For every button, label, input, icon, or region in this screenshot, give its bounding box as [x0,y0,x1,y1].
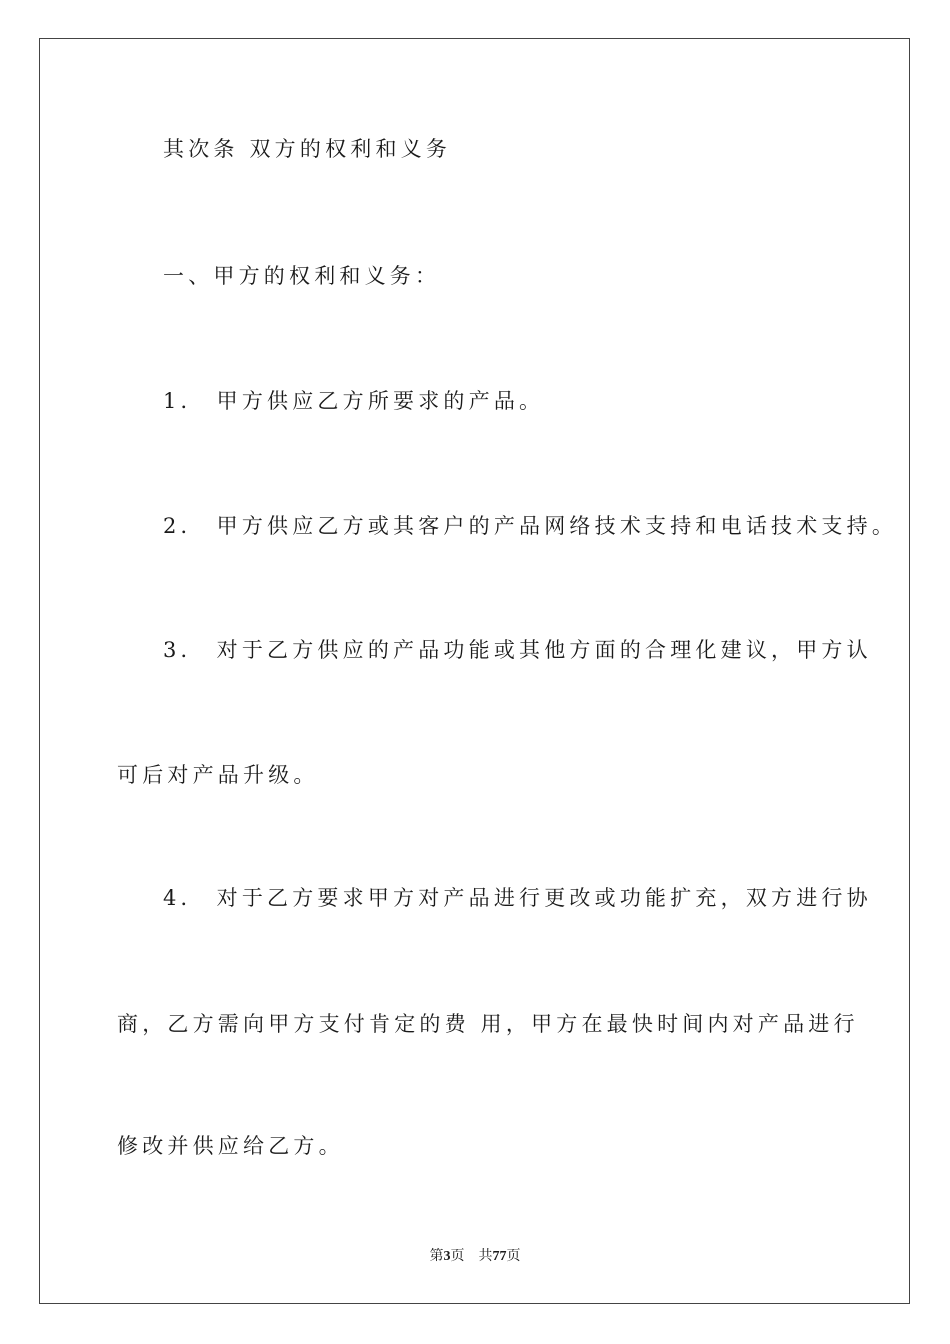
page-prefix: 第 [429,1249,444,1264]
total-suffix: 页 [506,1249,521,1264]
page-frame [39,38,910,1304]
section-heading: 其次条 双方的权利和义务 [163,137,452,161]
clause-1: 1． 甲方供应乙方所要求的产品。 [163,389,545,413]
total-pages: 77 [492,1249,507,1264]
clause-3-line-2: 可后对产品升级。 [117,763,319,787]
page-number: 3 [443,1249,451,1264]
page-footer [0,1247,950,1267]
clause-4-line-3: 修改并供应给乙方。 [117,1134,344,1158]
clause-3-line-1: 3． 对于乙方供应的产品功能或其他方面的合理化建议，甲方认 [163,638,872,662]
clause-2: 2． 甲方供应乙方或其客户的产品网络技术支持和电话技术支持。 [163,514,898,538]
subsection-heading: 一、甲方的权利和义务： [163,264,441,288]
total-prefix: 共 [478,1249,493,1264]
clause-4-line-2: 商，乙方需向甲方支付肯定的费 用，甲方在最快时间内对产品进行 [117,1012,859,1036]
page-suffix: 页 [450,1249,465,1264]
clause-4-line-1: 4． 对于乙方要求甲方对产品进行更改或功能扩充，双方进行协 [163,886,872,910]
